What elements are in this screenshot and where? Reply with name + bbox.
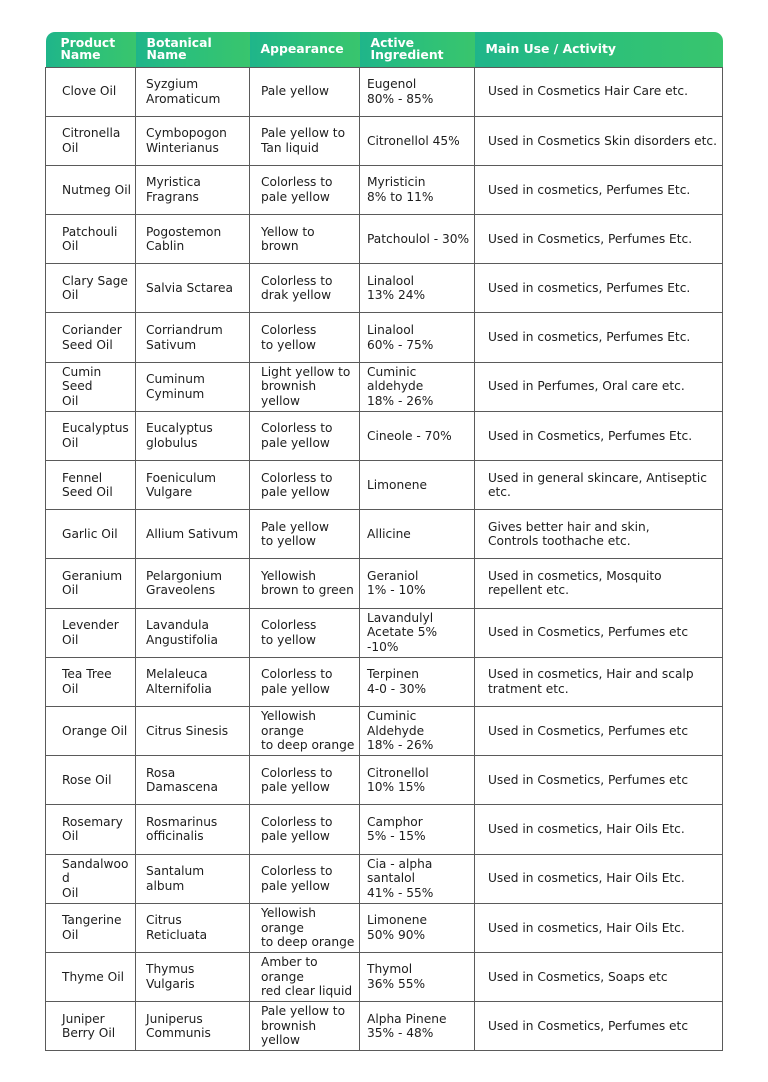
appearance: Pale yellow to brownish yellow — [261, 1004, 346, 1048]
product-name: Garlic Oil — [62, 527, 118, 542]
botanical-name: Eucalyptus globulus — [146, 421, 213, 450]
appearance-cell — [250, 461, 360, 510]
appearance-cell — [250, 264, 360, 313]
product-name: Nutmeg Oil — [62, 182, 131, 197]
main-use-cell — [475, 608, 723, 657]
appearance: Pale yellow — [261, 84, 329, 99]
table-row — [46, 608, 723, 657]
active-ingredient: Geraniol 1% - 10% — [367, 568, 426, 598]
active-ingredient: Myristicin 8% to 11% — [367, 175, 434, 204]
botanical-name: Santalum album — [146, 864, 205, 893]
botanical-name-cell — [136, 116, 250, 165]
appearance-cell — [250, 903, 360, 952]
product-name: Eucalyptus Oil — [62, 421, 129, 450]
table-row — [46, 165, 723, 214]
appearance: Pale yellow to yellow — [261, 519, 329, 549]
botanical-name: Myristica Fragrans — [146, 175, 201, 204]
botanical-name-cell — [136, 264, 250, 313]
active-ingredient: Thymol 36% 55% — [367, 962, 426, 991]
main-use-cell — [475, 756, 723, 805]
active-ingredient: Limonene — [367, 477, 427, 492]
appearance: Colorless to pale yellow — [261, 667, 333, 696]
botanical-name-cell — [136, 952, 250, 1001]
appearance: Colorless to pale yellow — [261, 470, 333, 500]
product-name-cell — [46, 116, 136, 165]
table-row — [46, 313, 723, 362]
botanical-name: Citrus Reticluata — [146, 913, 208, 942]
appearance-cell — [250, 67, 360, 116]
product-name-cell — [46, 362, 136, 411]
botanical-name: Corriandrum Sativum — [146, 323, 223, 352]
active-ingredient: Lavandulyl Acetate 5% -10% — [367, 610, 438, 654]
appearance-cell — [250, 313, 360, 362]
botanical-name: Rosa Damascena — [146, 765, 218, 795]
product-name-cell — [46, 165, 136, 214]
product-name: Levender Oil — [62, 618, 119, 647]
botanical-name-cell — [136, 903, 250, 952]
appearance-cell — [250, 608, 360, 657]
botanical-name-cell — [136, 805, 250, 854]
appearance-cell — [250, 116, 360, 165]
appearance: Yellow to brown — [261, 224, 315, 254]
table-row — [46, 559, 723, 608]
appearance: Yellowish orange to deep orange — [261, 709, 355, 753]
botanical-name-cell — [136, 657, 250, 706]
appearance-cell — [250, 411, 360, 460]
appearance: Colorless to pale yellow — [261, 864, 333, 893]
appearance: Colorless to yellow — [261, 618, 317, 647]
appearance: Colorless to drak yellow — [261, 273, 333, 303]
table-body — [46, 67, 723, 1051]
appearance: Colorless to pale yellow — [261, 765, 333, 795]
active-ingredient-cell — [360, 411, 475, 460]
product-name-cell — [46, 903, 136, 952]
table-row — [46, 461, 723, 510]
main-use-cell — [475, 805, 723, 854]
main-use: Used in cosmetics, Hair and scalp tratment etc. — [488, 667, 694, 696]
table-row — [46, 411, 723, 460]
main-use-cell — [475, 215, 723, 264]
botanical-name-cell — [136, 706, 250, 755]
appearance-cell — [250, 1002, 360, 1051]
botanical-name-cell — [136, 313, 250, 362]
product-name: Rose Oil — [62, 772, 112, 787]
essential-oils-sheet — [45, 32, 722, 1051]
active-ingredient-cell — [360, 1002, 475, 1051]
table-header — [46, 32, 723, 67]
product-name-cell — [46, 411, 136, 460]
active-ingredient-cell — [360, 657, 475, 706]
appearance: Pale yellow to Tan liquid — [261, 126, 346, 155]
product-name: Orange Oil — [62, 723, 128, 738]
appearance-cell — [250, 756, 360, 805]
botanical-name: Melaleuca Alternifolia — [146, 667, 212, 696]
main-use-cell — [475, 510, 723, 559]
botanical-name: Foeniculum Vulgare — [146, 470, 217, 500]
botanical-name-cell — [136, 1002, 250, 1051]
botanical-name-cell — [136, 67, 250, 116]
active-ingredient: Cuminic Aldehyde 18% - 26% — [367, 709, 434, 753]
appearance: Amber to orange red clear liquid — [261, 955, 353, 999]
botanical-name-cell — [136, 362, 250, 411]
active-ingredient-cell — [360, 116, 475, 165]
main-use-cell — [475, 461, 723, 510]
appearance-cell — [250, 706, 360, 755]
botanical-name-cell — [136, 165, 250, 214]
main-use: Used in cosmetics, Perfumes Etc. — [488, 330, 691, 345]
main-use-cell — [475, 854, 723, 903]
table-row — [46, 854, 723, 903]
table-row — [46, 116, 723, 165]
product-name: Citronella Oil — [62, 126, 121, 155]
table-row — [46, 1002, 723, 1051]
active-ingredient: Cuminic aldehyde 18% - 26% — [367, 364, 434, 408]
appearance-cell — [250, 362, 360, 411]
active-ingredient-cell — [360, 362, 475, 411]
botanical-name: Rosmarinus officinalis — [146, 814, 218, 844]
active-ingredient-cell — [360, 903, 475, 952]
appearance-cell — [250, 854, 360, 903]
appearance: Colorless to pale yellow — [261, 421, 333, 450]
active-ingredient: Camphor 5% - 15% — [367, 814, 426, 844]
main-use: Used in cosmetics, Hair Oils Etc. — [488, 822, 685, 837]
header-main-use: Main Use / Activity — [475, 32, 723, 67]
table-row — [46, 657, 723, 706]
main-use-cell — [475, 67, 723, 116]
product-name-cell — [46, 952, 136, 1001]
main-use: Used in Cosmetics, Perfumes etc — [488, 625, 689, 640]
main-use-cell — [475, 313, 723, 362]
main-use-cell — [475, 264, 723, 313]
product-name-cell — [46, 756, 136, 805]
main-use-cell — [475, 559, 723, 608]
botanical-name: Pelargonium Graveolens — [146, 568, 222, 598]
header-active-ingredient: Active Ingredient — [360, 32, 475, 67]
appearance: Yellowish brown to green — [261, 568, 354, 598]
product-name: Patchouli Oil — [62, 224, 118, 254]
header-product-name: Product Name — [46, 32, 136, 67]
table-row — [46, 264, 723, 313]
product-name-cell — [46, 461, 136, 510]
botanical-name: Syzgium Aromaticum — [146, 77, 221, 106]
product-name-cell — [46, 854, 136, 903]
active-ingredient-cell — [360, 264, 475, 313]
active-ingredient: Citronellol 10% 15% — [367, 765, 429, 795]
active-ingredient: Eugenol 80% - 85% — [367, 77, 434, 106]
active-ingredient-cell — [360, 854, 475, 903]
main-use: Used in cosmetics, Hair Oils Etc. — [488, 920, 685, 935]
product-name-cell — [46, 313, 136, 362]
botanical-name: Citrus Sinesis — [146, 723, 229, 738]
essential-oils-table — [45, 32, 723, 1051]
active-ingredient-cell — [360, 67, 475, 116]
appearance-cell — [250, 657, 360, 706]
product-name-cell — [46, 67, 136, 116]
appearance-cell — [250, 215, 360, 264]
active-ingredient: Limonene 50% 90% — [367, 913, 427, 942]
active-ingredient: Terpinen 4-0 - 30% — [367, 667, 427, 696]
product-name: Sandalwood Oil — [62, 856, 129, 900]
product-name-cell — [46, 706, 136, 755]
main-use-cell — [475, 1002, 723, 1051]
botanical-name-cell — [136, 559, 250, 608]
main-use-cell — [475, 706, 723, 755]
product-name: Cumin Seed Oil — [62, 364, 102, 408]
main-use: Used in Cosmetics, Perfumes etc — [488, 723, 689, 738]
main-use-cell — [475, 952, 723, 1001]
appearance: Colorless to pale yellow — [261, 175, 333, 204]
table-row — [46, 510, 723, 559]
product-name: Thyme Oil — [62, 969, 124, 984]
main-use: Used in cosmetics, Perfumes Etc. — [488, 182, 691, 197]
botanical-name: Salvia Sctarea — [146, 281, 233, 296]
product-name-cell — [46, 1002, 136, 1051]
product-name-cell — [46, 657, 136, 706]
main-use: Used in Perfumes, Oral care etc. — [488, 379, 685, 394]
active-ingredient-cell — [360, 165, 475, 214]
product-name: Geranium Oil — [62, 568, 123, 598]
botanical-name-cell — [136, 854, 250, 903]
header-row — [46, 32, 723, 67]
main-use: Used in cosmetics, Hair Oils Etc. — [488, 871, 685, 886]
appearance: Yellowish orange to deep orange — [261, 906, 355, 950]
table-row — [46, 706, 723, 755]
active-ingredient-cell — [360, 215, 475, 264]
main-use-cell — [475, 903, 723, 952]
botanical-name-cell — [136, 608, 250, 657]
table-row — [46, 67, 723, 116]
botanical-name: Lavandula Angustifolia — [146, 618, 219, 647]
product-name: Clove Oil — [62, 84, 117, 99]
header-appearance: Appearance — [250, 32, 360, 67]
product-name-cell — [46, 215, 136, 264]
product-name-cell — [46, 264, 136, 313]
product-name: Fennel Seed Oil — [62, 470, 113, 500]
product-name-cell — [46, 510, 136, 559]
main-use: Used in Cosmetics, Perfumes etc — [488, 772, 689, 787]
botanical-name: Juniperus Communis — [146, 1011, 211, 1041]
table-row — [46, 952, 723, 1001]
table-row — [46, 903, 723, 952]
botanical-name: Allium Sativum — [146, 527, 239, 542]
product-name-cell — [46, 805, 136, 854]
table-row — [46, 756, 723, 805]
appearance-cell — [250, 559, 360, 608]
active-ingredient: Patchoulol - 30% — [367, 231, 470, 246]
appearance-cell — [250, 952, 360, 1001]
product-name: Tea Tree Oil — [62, 667, 112, 696]
appearance-cell — [250, 805, 360, 854]
appearance: Colorless to yellow — [261, 323, 317, 352]
botanical-name: Thymus Vulgaris — [146, 962, 195, 991]
active-ingredient: Linalool 13% 24% — [367, 273, 426, 303]
active-ingredient-cell — [360, 559, 475, 608]
main-use: Used in Cosmetics, Soaps etc — [488, 969, 668, 984]
appearance: Colorless to pale yellow — [261, 814, 333, 844]
main-use: Used in Cosmetics, Perfumes etc — [488, 1018, 689, 1033]
active-ingredient-cell — [360, 461, 475, 510]
product-name: Tangerine Oil — [62, 913, 122, 942]
active-ingredient: Cia - alpha santalol 41% - 55% — [367, 856, 434, 900]
main-use: Gives better hair and skin, Controls toothache etc. — [488, 519, 650, 549]
main-use: Used in Cosmetics Hair Care etc. — [488, 84, 688, 99]
main-use: Used in cosmetics, Mosquito repellent etc. — [488, 568, 662, 598]
appearance: Light yellow to brownish yellow — [261, 364, 351, 408]
botanical-name: Pogostemon Cablin — [146, 224, 222, 254]
main-use: Used in Cosmetics, Perfumes Etc. — [488, 231, 693, 246]
appearance-cell — [250, 510, 360, 559]
botanical-name-cell — [136, 411, 250, 460]
active-ingredient: Linalool 60% - 75% — [367, 323, 434, 352]
main-use: Used in cosmetics, Perfumes Etc. — [488, 281, 691, 296]
botanical-name-cell — [136, 756, 250, 805]
active-ingredient-cell — [360, 510, 475, 559]
active-ingredient: Alpha Pinene 35% - 48% — [367, 1011, 447, 1041]
main-use-cell — [475, 362, 723, 411]
table-row — [46, 362, 723, 411]
product-name: Coriander Seed Oil — [62, 323, 122, 352]
header-botanical-name: Botanical Name — [136, 32, 250, 67]
product-name: Clary Sage Oil — [62, 273, 128, 303]
product-name-cell — [46, 608, 136, 657]
main-use-cell — [475, 165, 723, 214]
active-ingredient-cell — [360, 608, 475, 657]
botanical-name-cell — [136, 215, 250, 264]
botanical-name: Cymbopogon Winterianus — [146, 126, 227, 155]
product-name: Rosemary Oil — [62, 814, 123, 844]
product-name-cell — [46, 559, 136, 608]
main-use: Used in Cosmetics, Perfumes Etc. — [488, 428, 693, 443]
main-use: Used in Cosmetics Skin disorders etc. — [488, 133, 717, 148]
active-ingredient: Allicine — [367, 527, 411, 542]
botanical-name-cell — [136, 510, 250, 559]
main-use-cell — [475, 657, 723, 706]
product-name: Juniper Berry Oil — [62, 1011, 116, 1041]
table-row — [46, 805, 723, 854]
active-ingredient-cell — [360, 952, 475, 1001]
active-ingredient-cell — [360, 756, 475, 805]
table-row — [46, 215, 723, 264]
appearance-cell — [250, 165, 360, 214]
active-ingredient-cell — [360, 706, 475, 755]
active-ingredient: Cineole - 70% — [367, 428, 452, 443]
botanical-name-cell — [136, 461, 250, 510]
main-use: Used in general skincare, Antiseptic etc. — [488, 470, 707, 500]
active-ingredient: Citronellol 45% — [367, 133, 460, 148]
main-use-cell — [475, 116, 723, 165]
botanical-name: Cuminum Cyminum — [146, 372, 205, 401]
main-use-cell — [475, 411, 723, 460]
active-ingredient-cell — [360, 313, 475, 362]
active-ingredient-cell — [360, 805, 475, 854]
